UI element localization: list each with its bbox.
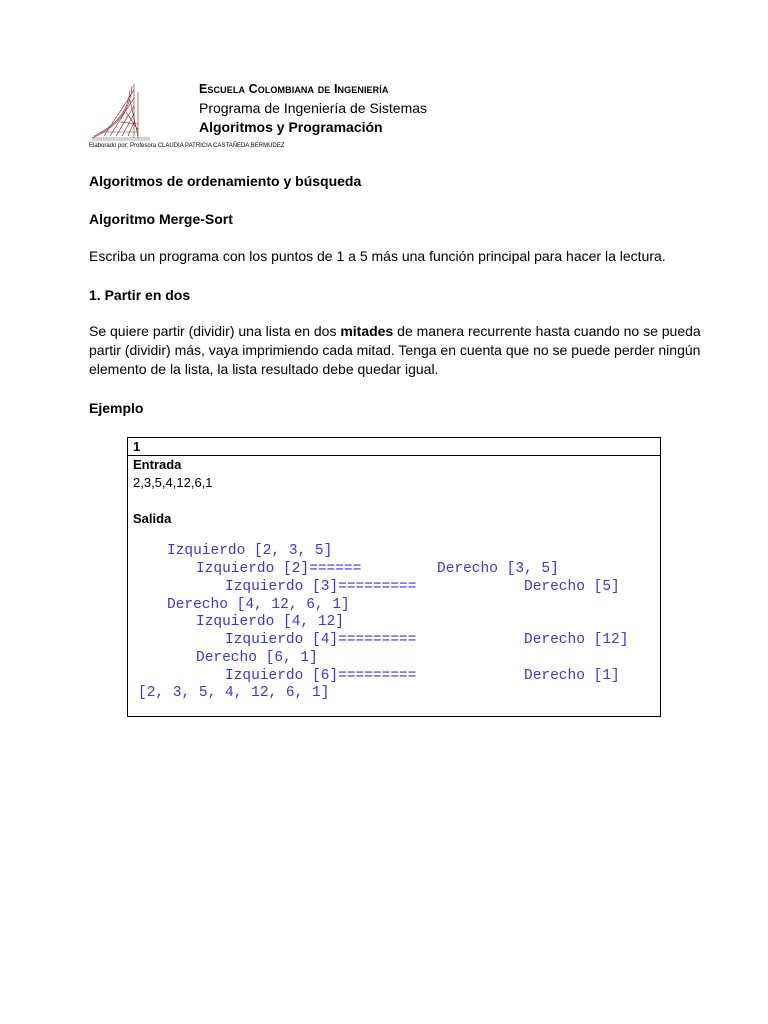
output-line: Izquierdo [2, 3, 5] bbox=[167, 543, 333, 559]
document-title: Algoritmos de ordenamiento y búsqueda bbox=[89, 173, 362, 189]
output-line: Izquierdo [6]========= bbox=[225, 668, 417, 684]
output-label: Salida bbox=[133, 511, 172, 526]
output-line: Derecho [6, 1] bbox=[196, 650, 318, 666]
course-name: Algoritmos y Programación bbox=[199, 119, 383, 135]
output-line: Derecho [12] bbox=[524, 632, 629, 648]
instruction-text: Escriba un programa con los puntos de 1 a 5 más una función principal para hacer la lectura. bbox=[89, 248, 666, 264]
output-line: Izquierdo [3]========= bbox=[225, 579, 417, 595]
program-name: Programa de Ingeniería de Sistemas bbox=[199, 100, 428, 116]
output-line: Derecho [5] bbox=[524, 579, 620, 595]
school-logo-icon bbox=[90, 80, 156, 142]
description-paragraph: Se quiere partir (dividir) una lista en dos mitades de manera recurrente hasta cuando no se pueda partir (dividir) más, vaya imprimiendo cada mitad. Tenga en cuenta que no se puede perder ningún elemento de la lista, la lista resultado debe quedar igual. bbox=[89, 323, 701, 377]
example-number: 1 bbox=[128, 438, 660, 456]
author-credit: Elaborado por: Profesora CLAUDIA PATRICIA CASTAÑEDA BERMUDEZ bbox=[89, 143, 285, 149]
output-line: Izquierdo [4, 12] bbox=[196, 614, 344, 630]
input-value: 2,3,5,4,12,6,1 bbox=[133, 475, 213, 490]
output-line: Derecho [3, 5] bbox=[437, 561, 559, 577]
example-box bbox=[127, 437, 661, 717]
highlight-mitades: mitades bbox=[340, 323, 394, 339]
output-line: Derecho [4, 12, 6, 1] bbox=[167, 597, 350, 613]
output-line: Derecho [1] bbox=[524, 668, 620, 684]
output-line: [2, 3, 5, 4, 12, 6, 1] bbox=[138, 685, 330, 701]
section-heading: 1. Partir en dos bbox=[89, 287, 191, 303]
document-subtitle: Algoritmo Merge-Sort bbox=[89, 211, 233, 227]
example-heading: Ejemplo bbox=[89, 400, 144, 416]
output-line: Izquierdo [4]========= bbox=[225, 632, 417, 648]
output-line: Izquierdo [2]====== bbox=[196, 561, 362, 577]
institution-name: Escuela Colombiana de Ingeniería bbox=[199, 82, 389, 96]
input-label: Entrada bbox=[133, 457, 182, 472]
